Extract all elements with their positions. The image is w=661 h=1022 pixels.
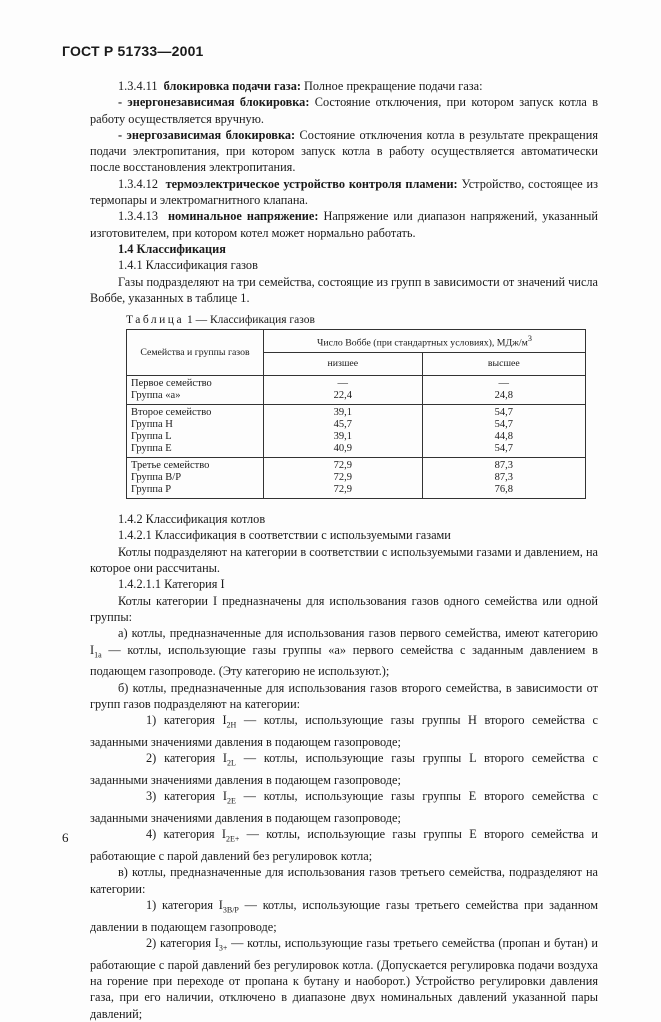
list-item-b1: 1) категория $I_{2Н}$ — котлы, использующие газы группы Н второго семейства с заданными значениями давления в подающем газопроводе; — [90, 713, 598, 749]
table-cell: Группа L — [131, 431, 172, 443]
table-cell: 72,9 — [333, 472, 352, 484]
paragraph-category-1-intro: Котлы категории I предназначены для использования газов одного семейства или одной группы: — [90, 593, 598, 624]
header-wobbe: Число Воббе (при стандартных условиях), МДж/$м^3$ — [264, 330, 586, 353]
list-item-b2: 2) категория $I_{2L}$ — котлы, использующие газы группы L второго семейства с заданными значениями давления в подающем газопроводе; — [90, 751, 598, 787]
paragraph-energy-independent-lock: - энергонезависимая блокировка: Состояние отключения, при котором запуск котла в работу осуществляется вручную. — [90, 95, 599, 126]
list-item-c2: 2) категория $I_{3+}$ — котлы, использующие газы третьего семейства (пропан и бутан) и работающие с парой давлений без регулировок котла. (Допускается регулировка подачи воздуха на горение при переходе от пропана к бутану и наоборот.) Устройство регулировки давления газа, при его наличии, отключено в диапазоне двух номинальных давлений указанной пары давлений; — [90, 936, 598, 1021]
paragraph-energy-dependent-lock: - энергозависимая блокировка: Состояние отключения котла в результате прекращения подачи электропитания, при котором запуск котла в работу осуществляется автоматически после восстановления электропитания. — [90, 127, 598, 175]
table-cell: 87,3 — [494, 472, 513, 484]
table-caption: Таблица 1 — Классификация газов — [126, 314, 315, 327]
table-cell: Группа В/Р — [131, 472, 182, 484]
paragraph-1-3-4-12: 1.3.4.12 термоэлектрическое устройство контроля пламени: Устройство, состоящее из термопары и электромагнитного клапана. — [90, 176, 598, 208]
header-family: Семейства и группы газов — [127, 330, 264, 376]
table-cell: 44,8 — [494, 431, 513, 443]
section-heading-1-4-1: 1.4.1 Классификация газов — [118, 258, 258, 273]
list-item-c1: 1) категория $I_{3В/Р}$ — котлы, использующие газы третьего семейства при заданном давлении в подающем газопроводе; — [90, 897, 598, 934]
section-heading-1-4-2-1-1: 1.4.2.1.1 Категория I — [118, 577, 225, 592]
paragraph-gas-families: Газы подразделяют на три семейства, состоящие из групп в зависимости от значений числа Воббе, указанных в таблице 1. — [90, 274, 598, 305]
table-cell: Группа Н — [131, 419, 173, 431]
table-cell: Группа «а» — [131, 390, 181, 402]
table-cell: — — [337, 378, 349, 390]
table-cell: 40,9 — [333, 443, 352, 455]
section-heading-1-4-2: 1.4.2 Классификация котлов — [118, 512, 266, 527]
table-cell: 87,3 — [494, 460, 513, 472]
header-high: высшее — [422, 353, 585, 376]
table-row-family-1 — [127, 376, 586, 405]
table-cell: 22,4 — [333, 390, 352, 402]
list-item-b3: 3) категория $I_{2Е}$ — котлы, использующие газы группы Е второго семейства с заданными значениями давления в подающем газопроводе; — [90, 789, 598, 826]
table-cell: 45,7 — [333, 419, 352, 431]
paragraph-1-3-4-13: 1.3.4.13 номинальное напряжение: Напряжение или диапазон напряжений, указанный изготовителем, при котором котел может нормально работать. — [90, 209, 598, 240]
list-item-b4: 4) категория $I_{2Е+}$ — котлы, использующие газы группы Е второго семейства и работающие с парой давлений без регулировок котла; — [90, 827, 598, 864]
table-row-family-2 — [127, 405, 586, 458]
table-row-family-3 — [127, 458, 586, 499]
table-cell: 54,7 — [494, 407, 513, 419]
table-cell: 76,8 — [494, 484, 513, 496]
table-cell: Второе семейство — [131, 407, 212, 419]
table-cell: 24,8 — [494, 390, 513, 402]
table-cell: 72,9 — [333, 460, 352, 472]
table-cell: Третье семейство — [131, 460, 210, 472]
gas-classification-table — [126, 329, 586, 499]
table-cell: Группа Е — [131, 443, 172, 455]
table-cell: 54,7 — [494, 443, 513, 455]
table-cell: 54,7 — [494, 419, 513, 431]
document-header: ГОСТ Р 51733—2001 — [62, 43, 204, 59]
page-content — [90, 78, 598, 1022]
section-heading-1-4-2-1: 1.4.2.1 Классификация в соответствии с используемыми газами — [118, 528, 451, 543]
table-cell: 72,9 — [333, 484, 352, 496]
table-cell: Первое семейство — [131, 378, 212, 390]
paragraph-1-3-4-11: 1.3.4.11 блокировка подачи газа: Полное прекращение подачи газа: — [118, 79, 483, 93]
header-low: низшее — [264, 353, 423, 376]
page-number: 6 — [62, 830, 69, 845]
table-cell: 39,1 — [333, 407, 352, 419]
section-heading-1-4: 1.4 Классификация — [118, 241, 226, 256]
list-item-c: в) котлы, предназначенные для использования газов третьего семейства, подразделяют на категории: — [90, 865, 598, 896]
table-cell: 39,1 — [333, 431, 352, 443]
table-cell: — — [498, 378, 510, 390]
table-cell: Группа Р — [131, 484, 172, 496]
list-item-b: б) котлы, предназначенные для использования газов второго семейства, в зависимости от групп газов подразделяют на категории: — [90, 680, 598, 711]
list-item-a: а) котлы, предназначенные для использования газов первого семейства, имеют категорию $I_{1а}$ — котлы, использующие газы группы «а» первого семейства с заданным давлением в подающем газопроводе. (Эту категорию не используют.); — [90, 626, 598, 679]
paragraph-boiler-categories: Котлы подразделяют на категории в соответствии с используемыми газами и давлением, на которое они рассчитаны. — [90, 544, 598, 576]
